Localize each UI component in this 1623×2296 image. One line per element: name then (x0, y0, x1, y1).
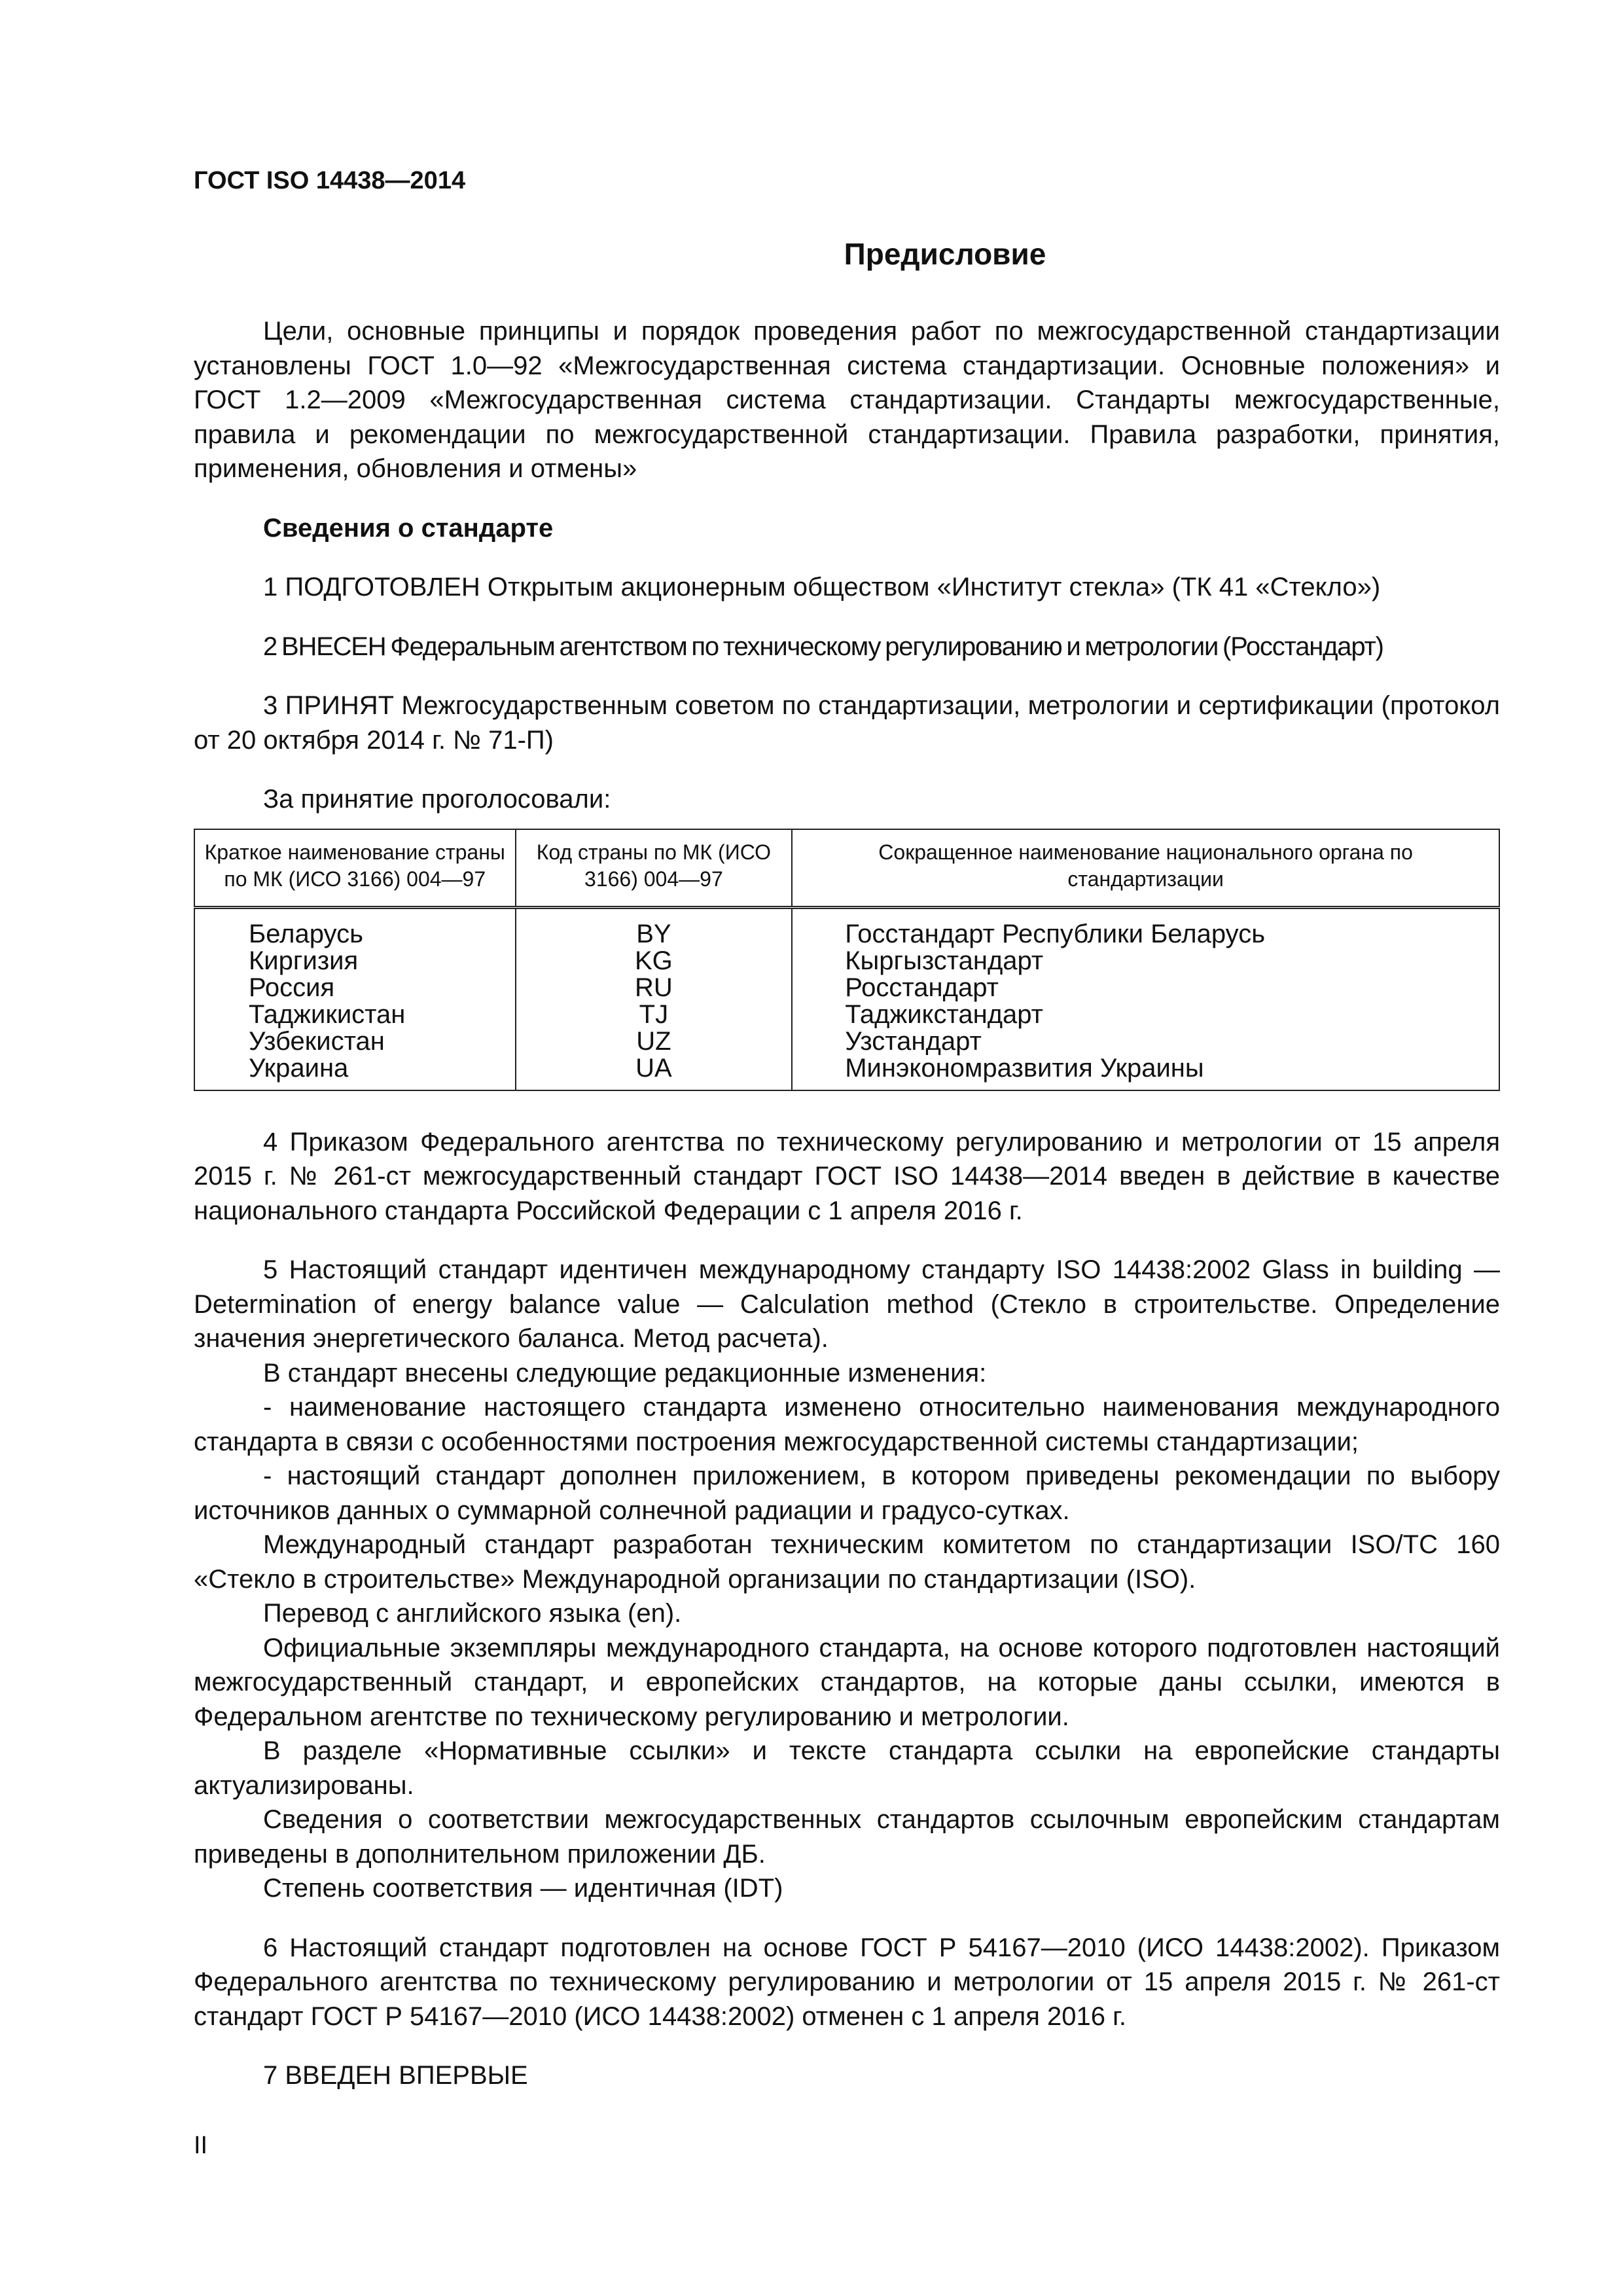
intro-paragraph: Цели, основные принципы и порядок проведения работ по межгосударственной стандартизации установлены ГОСТ 1.0—92 «Межгосударственная система стандартизации. Основные положения» и ГОСТ 1.2—2009 «Межгосударственная система стандартизации. Стандарты межгосударственные, правила и рекомендации по межгосударственной стандартизации. Правила разработки, принятия, применения, обновления и отмены» (194, 317, 1500, 483)
item-5-para-8: В разделе «Нормативные ссылки» и тексте стандарта ссылки на европейские стандарты актуализированы. (194, 1736, 1500, 1800)
item-2: 2 ВНЕСЕН Федеральным агентством по техническому регулированию и метрологии (Росстандарт) (263, 632, 1383, 661)
page-body (194, 228, 1500, 2093)
item-1: 1 ПОДГОТОВЛЕН Открытым акционерным обществом «Институт стекла» (ТК 41 «Стекло») (263, 573, 1381, 601)
country-code: UZ (516, 1028, 793, 1055)
national-body: Кыргызстандарт (792, 948, 1499, 975)
item-6: 6 Настоящий стандарт подготовлен на основе ГОСТ Р 54167—2010 (ИСО 14438:2002). Приказом Федерального агентства по техническому регулированию и метрологии от 15 апреля 2015 г. № 261-ст стандарт ГОСТ Р 54167—2010 (ИСО 14438:2002) отменен с 1 апреля 2016 г. (194, 1933, 1500, 2031)
country-name: Узбекистан (194, 1028, 516, 1055)
country-name: Россия (194, 975, 516, 1001)
table-row (194, 1001, 1499, 1028)
item-5-para-6: Перевод с английского языка (en). (263, 1599, 682, 1628)
item-3: 3 ПРИНЯТ Межгосударственным советом по стандартизации, метрологии и сертификации (протокол от 20 октября 2014 г. № 71-П) (194, 691, 1500, 755)
country-code: KG (516, 948, 793, 975)
header-national-body: Сокращенное наименование национального органа по стандартизации (792, 829, 1499, 908)
voting-table-header (194, 829, 1499, 908)
country-code: RU (516, 975, 793, 1001)
item-5-para-9: Сведения о соответствии межгосударственных стандартов ссылочным европейским стандартам приведены в дополнительном приложении ДБ. (194, 1805, 1500, 1869)
document-code: ГОСТ ISO 14438—2014 (194, 167, 466, 194)
item-7: 7 ВВЕДЕН ВПЕРВЫЕ (263, 2061, 528, 2090)
item-4: 4 Приказом Федерального агентства по техническому регулированию и метрологии от 15 апреля 2015 г. № 261-ст межгосударственный стандарт ГОСТ ISO 14438—2014 введен в действие в качестве национального стандарта Российской Федерации с 1 апреля 2016 г. (194, 1127, 1500, 1225)
country-name: Беларусь (194, 907, 516, 948)
header-country-name: Краткое наименование страны по МК (ИСО 3166) 004—97 (194, 829, 516, 908)
item-5-para-4: - настоящий стандарт дополнен приложением, в котором приведены рекомендации по выбору источников данных о суммарной солнечной радиации и градусо-сутках. (194, 1462, 1500, 1525)
country-name: Таджикистан (194, 1001, 516, 1028)
national-body: Узстандарт (792, 1028, 1499, 1055)
standard-info-heading: Сведения о стандарте (263, 513, 554, 543)
item-5-para-2: В стандарт внесены следующие редакционные изменения: (263, 1358, 987, 1388)
country-code: UA (516, 1055, 793, 1090)
country-code: BY (516, 907, 793, 948)
voting-table (194, 829, 1500, 1091)
item-5-para-7: Официальные экземпляры международного стандарта, на основе которого подготовлен настоящий межгосударственный стандарт, и европейских стандартов, на которые даны ссылки, имеются в Федеральном агентстве по техническому регулированию и метрологии. (194, 1633, 1500, 1731)
header-country-code: Код страны по МК (ИСО 3166) 004—97 (516, 829, 793, 908)
table-row (194, 948, 1499, 975)
section-title: Предисловие (844, 237, 1046, 271)
item-5-para-10: Степень соответствия — идентичная (IDT) (263, 1874, 783, 1903)
national-body: Минэкономразвития Украины (792, 1055, 1499, 1090)
table-row (194, 1028, 1499, 1055)
table-row (194, 975, 1499, 1001)
national-body: Госстандарт Республики Беларусь (792, 907, 1499, 948)
item-5-para-5: Международный стандарт разработан техническим комитетом по стандартизации ISO/TC 160 «Стекло в строительстве» Международной организации по стандартизации (ISO). (194, 1530, 1500, 1594)
page-number: II (194, 2132, 208, 2159)
national-body: Росстандарт (792, 975, 1499, 1001)
table-row (194, 907, 1499, 948)
item-5-para-3: - наименование настоящего стандарта изменено относительно наименования международного стандарта в связи с особенностями построения межгосударственной системы стандартизации; (194, 1393, 1500, 1456)
item-5-para-1: 5 Настоящий стандарт идентичен международному стандарту ISO 14438:2002 Glass in building — Determination of energy balance value — Calculation method (Стекло в строительстве. Определение значения энергетического баланса. Метод расчета). (194, 1255, 1500, 1353)
voted-label: За принятие проголосовали: (263, 785, 611, 814)
country-name: Киргизия (194, 948, 516, 975)
country-code: TJ (516, 1001, 793, 1028)
country-name: Украина (194, 1055, 516, 1090)
table-row (194, 1055, 1499, 1090)
national-body: Таджикстандарт (792, 1001, 1499, 1028)
